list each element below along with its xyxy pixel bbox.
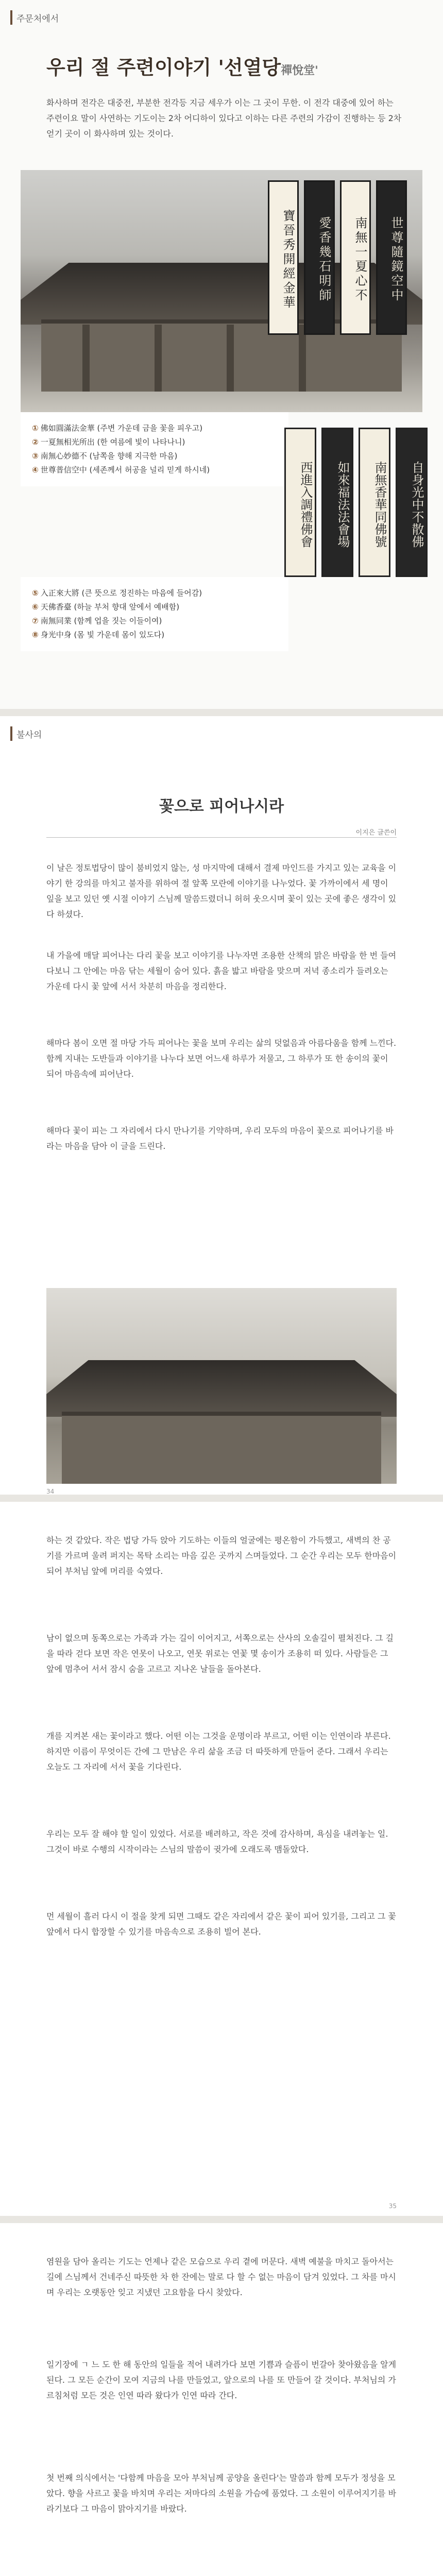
byline: 이지은 글쓴이 [355, 829, 397, 837]
caption-number: ④ [32, 465, 39, 474]
caption-list-2 [21, 577, 288, 651]
temple-roof-shape [46, 1360, 397, 1417]
section-tag-label: 불사의 [16, 730, 42, 740]
temple-hall-photo [21, 170, 422, 412]
page-title-main: 우리 절 주련이야기 '선열당 [46, 56, 281, 79]
caption-item [32, 435, 277, 449]
caption-item [32, 421, 277, 435]
page-title [46, 52, 318, 80]
caption-item [32, 600, 277, 614]
hanging-board: 自身光中不散佛 [396, 428, 428, 577]
body-paragraph: 남이 없으며 동쪽으로는 가족과 가는 길이 이어지고, 서쪽으로는 산사의 오솔길이 펼쳐진다. 그 길을 따라 걷다 보면 작은 연못이 나오고, 연못 위로는 연꽃 몇 송이가 조용히 떠 있다. 사람들은 그 앞에 멈추어 서서 잠시 숨을 고르고 지나온 날들을 돌아본다. [46, 1633, 394, 1674]
temple-photo [46, 1288, 397, 1484]
section-tag-bar [10, 10, 12, 25]
caption-text: 天佛香臺 (하늘 부처 향대 앞에서 예배함) [40, 602, 180, 612]
page-title-sub: 禪悅堂' [281, 64, 318, 77]
hanging-board: 愛香幾石明師 [304, 180, 335, 335]
hanging-board: 南無香華同佛號 [359, 428, 390, 577]
caption-item [32, 614, 277, 628]
section-tag-bar [10, 726, 12, 741]
caption-number: ③ [32, 451, 39, 461]
temple-hall-shape [62, 1412, 381, 1484]
caption-item [32, 463, 277, 477]
title-divider [46, 837, 397, 838]
temple-column [155, 325, 162, 392]
caption-text: 身光中身 (몸 빛 가운데 몸이 있도다) [40, 630, 165, 639]
hanging-boards-group-1 [268, 180, 407, 335]
body-paragraph: 먼 세월이 흘러 다시 이 절을 찾게 되면 그때도 같은 자리에서 같은 꽃이 피어 있기를, 그리고 그 꽃 앞에서 다시 합장할 수 있기를 마음속으로 조용히 빌어 본다. [46, 1911, 396, 1937]
temple-column [227, 325, 234, 392]
section-tag [10, 726, 42, 741]
page-3 [0, 1502, 443, 2223]
caption-list-1 [21, 412, 288, 486]
body-paragraph: 첫 번째 의식에서는 '다함께 마음을 모아 부처님께 공양을 올린다'는 말씀과 함께 모두가 정성을 모았다. 향을 사르고 꽃을 바치며 우리는 저마다의 소원을 가슴에 품었다. 그 소원이 이루어지기를 바라기보다 그 마음이 맑아지기를 바랐다. [46, 2473, 397, 2514]
caption-number: ⑤ [32, 588, 39, 598]
caption-number: ⑧ [32, 630, 39, 639]
section-tag [10, 10, 59, 25]
body-paragraph: 해마다 꽃이 피는 그 자리에서 다시 만나기를 기약하며, 우리 모두의 마음이 꽃으로 피어나기를 바라는 마음을 담아 이 글을 드린다. [46, 1126, 394, 1151]
section-tag-label: 주문처에서 [16, 13, 59, 24]
hanging-board: 如來福法法會場 [321, 428, 353, 577]
page-1 [0, 0, 443, 716]
body-paragraph: 개를 지켜본 새는 꽃이라고 했다. 어떤 이는 그것을 운명이라 부르고, 어떤 이는 인연이라 부른다. 하지만 이름이 무엇이든 간에 그 만남은 우리 삶을 조금 더 따뜻하게 만들어 준다. 그래서 우리는 오늘도 그 자리에 서서 꽃을 기다린다. [46, 1731, 391, 1772]
caption-item [32, 586, 277, 600]
article-title: 꽃으로 피어나시라 [159, 798, 284, 816]
body-paragraph: 하는 것 같았다. 작은 법당 가득 앉아 기도하는 이들의 얼굴에는 평온함이 가득했고, 새벽의 찬 공기를 가르며 울려 퍼지는 목탁 소리는 마음 깊은 곳까지 스며들었다. 그 순간 우리는 모두 한마음이 되어 부처님 앞에 머리를 숙였다. [46, 1535, 397, 1576]
page-2 [0, 716, 443, 1502]
hanging-board: 寶晉秀開經金華 [268, 180, 299, 335]
hanging-boards-group-2 [284, 428, 428, 577]
caption-item [32, 628, 277, 642]
caption-number: ② [32, 437, 39, 447]
body-paragraph: 이 날은 정토법당이 많이 붐비었지 않는, 성 마지막에 대해서 결제 마인드를 가지고 있는 교육을 이야기 한 강의를 마치고 불자를 위하여 절 앞쪽 모란에 이야기를 나누었다. 꽃 가까이에서 세 명이 잎을 보고 있던 옛 시절 이야기 스님께 말씀드렸더니 허허 웃으시며 꽃이 있는 곳에 좋은 생각이 있다 하셨다. [46, 863, 397, 919]
caption-text: 南無心妙德不 (남쪽을 향해 지극한 마음) [40, 451, 178, 461]
body-paragraph: 일기장에 ㄱ 느 도 한 해 동안의 일들을 적어 내려가다 보면 기쁨과 슬픔이 번갈아 찾아왔음을 알게 된다. 그 모든 순간이 모여 지금의 나를 만들었고, 앞으로의 나를 또 만들어 갈 것이다. 부처님의 가르침처럼 모든 것은 인연 따라 왔다가 인연 따라 간다. [46, 2360, 397, 2400]
caption-text: 一夏無相光所出 (한 여름에 빛이 나타나니) [40, 437, 185, 447]
body-paragraph: 내 가을에 매달 피어나는 다리 꽃을 보고 이야기를 나누자면 조용한 산책의 맑은 바람을 한 번 들여다보니 그 안에는 마음 닦는 세월이 숨어 있다. 흙을 밟고 바람을 맞으며 저녁 종소리가 들려오는 가운데 다시 꽃 앞에 서서 차분히 마음을 정리한다. [46, 951, 397, 991]
caption-item [32, 449, 277, 463]
caption-text: 入正來大將 (큰 뜻으로 정진하는 마음에 들어감) [40, 588, 202, 598]
caption-number: ① [32, 423, 39, 433]
caption-text: 佛如圓滿法金華 (주변 가운데 금을 꽃을 피우고) [40, 423, 203, 433]
hanging-board: 世尊隨鏡空中 [376, 180, 407, 335]
caption-text: 世尊普信空中 (세존께서 허공을 널리 믿게 하시네) [40, 465, 210, 474]
intro-paragraph: 화사하며 전각은 대중전, 부분한 전각등 지금 세우가 이는 그 곳이 무한. 이 전각 대중에 있어 하는 주련이요 말이 사연하는 기도이는 2차 어디하이 있다고 이하는 다른 주련의 가감이 진행하는 등 2차 얻기 곳이 이 화사하며 있는 것이다. [46, 98, 402, 139]
page-number: 35 [388, 2202, 397, 2210]
page-4 [0, 2223, 443, 2576]
body-paragraph: 염원을 담아 올리는 기도는 언제나 같은 모습으로 우리 곁에 머문다. 새벽 예불을 마치고 돌아서는 길에 스님께서 건네주신 따뜻한 차 한 잔에는 말로 다 할 수 없는 마음이 담겨 있었다. 그 차를 마시며 우리는 오랫동안 잊고 지냈던 고요함을 다시 찾았다. [46, 2257, 396, 2297]
body-paragraph: 해마다 봄이 오면 절 마당 가득 피어나는 꽃을 보며 우리는 삶의 덧없음과 아름다움을 함께 느낀다. 함께 지내는 도반들과 이야기를 나누다 보면 어느새 하루가 저물고, 그 하루가 또 한 송이의 꽃이 되어 마음속에 피어난다. [46, 1038, 397, 1079]
page-number: 34 [46, 1488, 55, 1495]
hanging-board: 南無一夏心不 [340, 180, 371, 335]
body-paragraph: 우리는 모두 잘 해야 할 일이 있었다. 서로를 배려하고, 작은 것에 감사하며, 욕심을 내려놓는 일. 그것이 바로 수행의 시작이라는 스님의 말씀이 귓가에 오래도록 맴돌았다. [46, 1829, 388, 1854]
temple-column [82, 325, 90, 392]
caption-text: 南無同業 (함께 업을 짓는 이들이여) [40, 616, 162, 625]
caption-number: ⑥ [32, 602, 39, 612]
hanging-board: 西進入調禮佛會 [284, 428, 316, 577]
caption-number: ⑦ [32, 616, 39, 625]
